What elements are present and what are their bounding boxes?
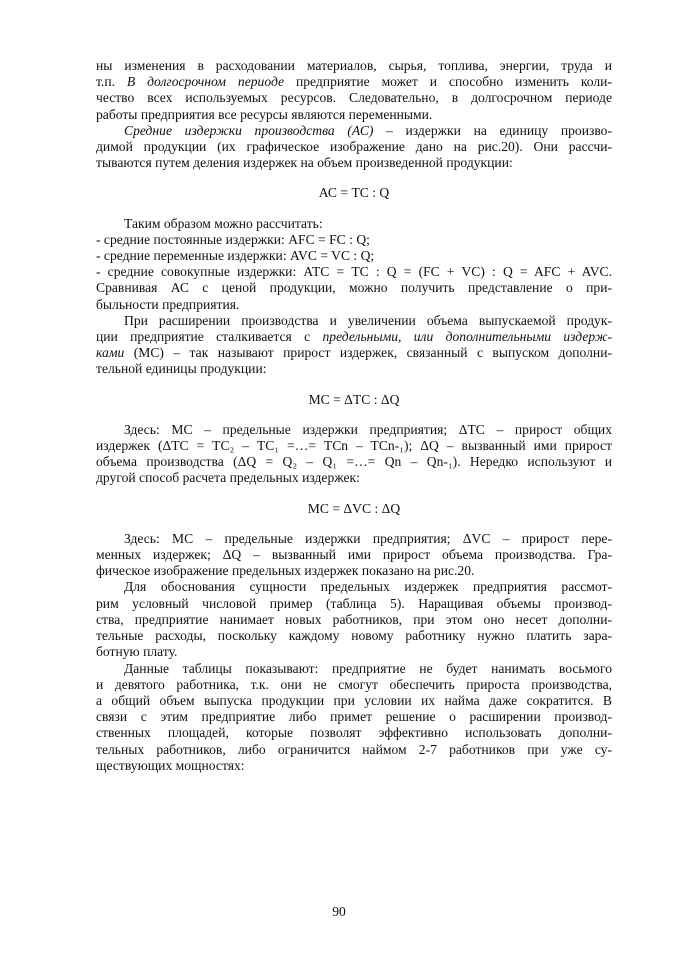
paragraph-3 xyxy=(96,216,612,313)
text-line: ны изменения в расходовании материалов, сырья, топлива, энергии, труда и xyxy=(96,58,612,73)
paragraph-1 xyxy=(96,58,612,123)
text-line: ботную плату. xyxy=(96,644,178,660)
text-line: и девятого работника, т.к. они не смогут обеспечить прироста производства, xyxy=(96,676,612,692)
text-line: менных издержек; ΔQ – вызванный ими прирост объема производства. Гра- xyxy=(96,547,612,563)
text-line: тываются путем деления издержек на объем произведенной продукции: xyxy=(96,155,513,171)
text-line: тельной единицы продукции: xyxy=(96,361,267,377)
text-line: другой способ расчета предельных издержек: xyxy=(96,470,360,486)
paragraph-7 xyxy=(96,579,612,660)
text-line: Данные таблицы показывают: предприятие не будет нанимать восьмого xyxy=(124,660,612,676)
text-line: а общий объем выпуска продукции при условии их найма даже сократится. В xyxy=(96,692,612,708)
page-number: 90 xyxy=(332,904,346,919)
paragraph-4 xyxy=(96,313,612,378)
list-item: - средние совокупные издержки: АТС = ТС : Q = (FC + VC) : Q = AFC + AVC. xyxy=(96,264,612,280)
text-line: тельных работников, либо ограничится наймом 2-7 работников при уже су- xyxy=(96,741,612,757)
text-line: ции предприятие сталкивается с предельными, или дополнительными издерж- xyxy=(96,329,612,345)
text-line: фическое изображение предельных издержек показано на рис.20. xyxy=(96,563,475,579)
text-line: димой продукции (их графическое изображение дано на рис.20). Они рассчи- xyxy=(96,139,612,155)
formula-marginal-cost-total: МС = ΔТС : ΔQ xyxy=(308,391,400,407)
text-line: ками (МС) – так называют прирост издержек, связанный с выпуском дополни- xyxy=(96,345,612,361)
text-line: издержек (ΔТС = ТС₂ – ТС₁ =…= TCn – TCn-₁); ΔQ – вызванный ими прирост xyxy=(96,438,612,454)
list-item: - средние постоянные издержки: AFC = FC : Q; xyxy=(96,231,370,247)
formula-marginal-cost-variable: МС = ΔVC : ΔQ xyxy=(307,500,401,516)
text-line: ства, предприятие нанимает новых работников, при этом оно несет дополни- xyxy=(96,611,612,627)
text-line: При расширении производства и увеличении объема выпускаемой продук- xyxy=(124,312,612,328)
text-line: Для обоснования сущности предельных издержек предприятия рассмот- xyxy=(124,579,612,595)
paragraph-2 xyxy=(96,123,612,172)
paragraph-5 xyxy=(96,422,612,487)
text-line: тельные расходы, поскольку каждому новому работнику нужно платить зара- xyxy=(96,628,612,644)
text-line: Таким образом можно рассчитать: xyxy=(124,215,323,231)
text-line: Здесь: МС – предельные издержки предприятия; ΔТС – прирост общих xyxy=(124,421,612,437)
text-line: Сравнивая АС с ценой продукции, можно получить представление о при- xyxy=(96,280,612,296)
text-line: ществующих мощностях: xyxy=(96,757,245,773)
list-item: - средние переменные издержки: AVC = VC : Q; xyxy=(96,248,375,264)
text-line: Здесь: МС – предельные издержки предприятия; ΔVC – прирост пере- xyxy=(124,530,612,546)
text-line: Средние издержки производства (АС) – издержки на единицу произво- xyxy=(124,122,612,138)
text-line: т.п. В долгосрочном периоде предприятие может и способно изменить коли- xyxy=(96,74,612,90)
formula-average-cost: АС = ТС : Q xyxy=(318,185,390,201)
text-line: рим условный числовой пример (таблица 5). Наращивая объемы производ- xyxy=(96,595,612,611)
text-line: чество всех используемых ресурсов. Следовательно, в долгосрочном периоде xyxy=(96,90,612,106)
paragraph-6 xyxy=(96,531,612,580)
text-line: работы предприятия все ресурсы являются переменными. xyxy=(96,106,433,122)
text-line: быльности предприятия. xyxy=(96,296,240,312)
text-line: ственных площадей, которые позволят эффективно использовать дополни- xyxy=(96,725,612,741)
paragraph-8 xyxy=(96,661,612,774)
text-line: связи с этим предприятие либо примет решение о расширении производ- xyxy=(96,709,612,725)
text-line: объема производства (ΔQ = Q₂ – Q₁ =…= Qn – Qn-₁). Нередко используют и xyxy=(96,454,612,470)
